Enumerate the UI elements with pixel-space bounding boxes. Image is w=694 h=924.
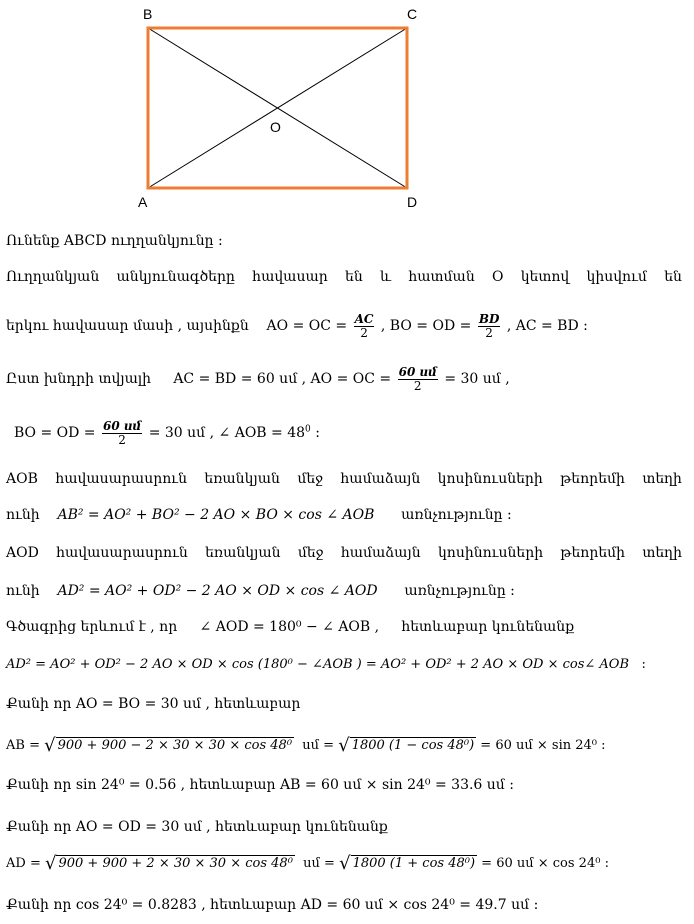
line-4 [6, 366, 682, 392]
line-5 [14, 420, 690, 446]
equation: AD² = AO² + OD² − 2 AO × OD × cos (180⁰ − ∠AOB ) = AO² + OD² + 2 AO × OD × cos∠ AOB [6, 657, 630, 672]
word: համաձայն [340, 545, 421, 561]
text: : [310, 425, 320, 442]
line-3 [6, 313, 682, 339]
text: Ըստ խնդրի տվյալի [6, 371, 152, 388]
text: AO = OC = [266, 318, 348, 335]
line-12 [6, 696, 682, 712]
word: մեջ [297, 545, 324, 561]
line-10 [6, 619, 682, 635]
line-11 [6, 657, 682, 672]
text: երկու հավասար մասի , այսինքն [6, 318, 249, 335]
text: Քանի որ AO = OD = 30 սմ , հետևաբար կունենանք [6, 819, 388, 835]
word: հավասար [252, 269, 328, 285]
text: AD = [6, 856, 41, 871]
label-b: B [143, 6, 153, 22]
rectangle-figure [0, 0, 694, 215]
word: կոսինուսների [437, 545, 544, 561]
line-7 [6, 507, 682, 523]
text: առնչությունը : [404, 583, 515, 599]
word: և [380, 269, 392, 285]
text: , AC = BD : [506, 318, 588, 335]
text: ունի [6, 507, 40, 523]
text: սմ = [302, 738, 335, 753]
word: հավասարասրուն [56, 545, 188, 561]
text: սմ = [303, 856, 335, 871]
fraction-60-2b: $\frac{\text{60 սմ}}{2}$ [103, 419, 142, 447]
word: եռանկյան [204, 471, 280, 487]
text: Ունենք ABCD ուղղանկյունը : [6, 233, 223, 249]
text: AB = [6, 738, 40, 753]
text: = 60 սմ × cos 24⁰ : [481, 856, 609, 871]
fraction-60-2: $\frac{\text{60 սմ}}{2}$ [398, 365, 437, 393]
word: AOB [6, 471, 38, 487]
word: մեջ [297, 471, 323, 487]
line-15 [6, 819, 682, 835]
equation: AB² = AO² + BO² − 2 AO × BO × cos ∠ AOB [57, 507, 375, 523]
word: կիսվում [586, 269, 647, 285]
line-17 [6, 897, 682, 913]
word: են [664, 269, 682, 285]
word: հավասարասրուն [55, 471, 187, 487]
line-16 [6, 853, 682, 874]
line-14 [6, 777, 682, 793]
word: անկյունագծերը [116, 269, 235, 285]
text: Գծագրից երևում է , որ [6, 619, 178, 635]
word: թեորեմի [560, 545, 626, 561]
line-6 [6, 471, 682, 487]
word: Ուղղանկյան [6, 269, 100, 285]
word: թեորեմի [560, 471, 625, 487]
sqrt-ab-2: √ 1800 (1 − cos 48⁰) [338, 735, 475, 756]
word: կետով [520, 269, 570, 285]
text: , BO = OD = [380, 318, 472, 335]
label-a: A [138, 194, 148, 210]
label-c: C [407, 6, 418, 22]
word: O [492, 269, 504, 285]
line-9 [6, 583, 682, 599]
word: կոսինուսների [437, 471, 543, 487]
sqrt-ad: √ 900 + 900 + 2 × 30 × 30 × cos 48⁰ [44, 853, 293, 874]
text: Քանի որ sin 24⁰ = 0.56 , հետևաբար AB = 60 սմ × sin 24⁰ = 33.6 սմ : [6, 777, 514, 793]
text: ունի [6, 583, 40, 599]
text: Քանի որ AO = BO = 30 սմ , հետևաբար [6, 696, 301, 712]
text: = 30 սմ , ∠ AOB = 48 [148, 425, 306, 442]
word: տեղի [642, 545, 682, 561]
text: ∠ AOD = 180⁰ − ∠ AOB , [199, 619, 380, 635]
label-d: D [407, 194, 418, 210]
text: = 60 սմ × sin 24⁰ : [480, 738, 606, 753]
word: հատման [408, 269, 475, 285]
line-13 [6, 735, 682, 756]
text: հետևաբար կունենանք [401, 619, 575, 635]
text: : [641, 657, 646, 672]
equation: AD² = AO² + OD² − 2 AO × OD × cos ∠ AOD [57, 583, 378, 599]
line-2 [6, 269, 682, 285]
sup: 0 [305, 424, 311, 435]
line-8 [6, 545, 682, 561]
text: առնչությունը : [401, 507, 512, 523]
text: BO = OD = [14, 425, 96, 442]
fraction-bd-2: $\frac{BD}{2}$ [478, 312, 500, 340]
text: = 30 սմ , [444, 371, 510, 388]
fraction-ac-2: $\frac{AC}{2}$ [354, 312, 374, 340]
line-1 [6, 233, 682, 249]
word: համաձայն [340, 471, 421, 487]
word: եռանկյան [205, 545, 281, 561]
sqrt-ab: √ 900 + 900 − 2 × 30 × 30 × cos 48⁰ [44, 735, 293, 756]
text: Քանի որ cos 24⁰ = 0.8283 , հետևաբար AD = 60 սմ × cos 24⁰ = 49.7 սմ : [6, 897, 539, 913]
word: են [345, 269, 363, 285]
label-o: O [270, 119, 281, 135]
word: AOD [6, 545, 39, 561]
word: տեղի [642, 471, 682, 487]
text: AC = BD = 60 սմ , AO = OC = [173, 371, 392, 388]
sqrt-ad-2: √ 1800 (1 + cos 48⁰) [339, 853, 476, 874]
